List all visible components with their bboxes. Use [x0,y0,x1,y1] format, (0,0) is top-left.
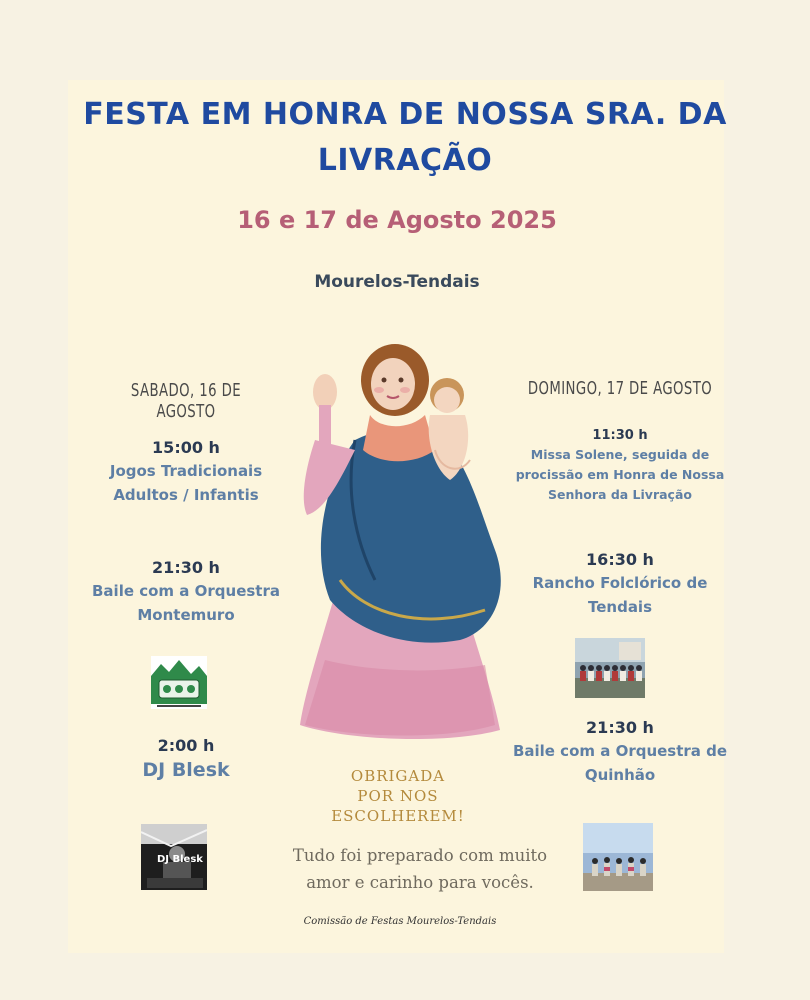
saturday-heading: SABADO, 16 DE AGOSTO [130,380,242,422]
event-desc-line: Baile com a Orquestra [92,582,280,600]
rancho-folclorico-photo [575,638,645,698]
event-desc-line: procissão em Honra de Nossa [515,467,725,482]
event-dates: 16 e 17 de Agosto 2025 [237,206,557,234]
title-line-1: FESTA EM HONRA DE NOSSA SRA. DA [83,97,727,132]
event-desc-line: Baile com a Orquestra de [512,742,728,760]
event-time: 15:00 h [152,438,220,457]
dj-photo-label: DJ Blesk [157,854,203,865]
saturday-event-2 [86,558,286,627]
event-desc-line: DJ Blesk [142,759,230,781]
event-time: 11:30 h [592,428,648,443]
dj-blesk-photo [141,824,207,890]
event-desc-line: Jogos Tradicionais [109,462,263,480]
montemuro-orchestra-logo [151,656,207,709]
event-desc-line: Missa Solene, seguida de [530,447,710,462]
thanks-message [300,766,496,826]
sunday-heading: DOMINGO, 17 DE AGOSTO [527,378,713,399]
event-desc-line: Quinhão [584,766,656,784]
thanks-line: OBRIGADA [350,767,446,785]
event-time: 21:30 h [586,718,654,737]
thanks-line: ESCOLHEREM! [331,807,465,825]
closing-line: amor e carinho para vocês. [306,873,534,892]
event-desc-line: Adultos / Infantis [113,486,259,504]
page-title [0,92,810,184]
sunday-event-3 [500,718,740,787]
event-desc-line: Senhora da Livração [548,487,692,502]
event-time: 2:00 h [157,736,215,755]
saturday-event-3 [86,736,286,781]
committee-signature: Comissão de Festas Mourelos-Tendais [303,916,497,927]
sunday-event-1 [500,428,740,505]
event-desc-line: Rancho Folclórico de [532,574,708,592]
event-desc-line: Montemuro [137,606,235,624]
closing-line: Tudo foi preparado com muito [292,846,548,865]
madonna-and-child-illustration [285,330,515,750]
saturday-event-1 [86,438,286,507]
closing-message [250,842,590,896]
orquestra-quinhao-photo [583,823,653,891]
event-location: Mourelos-Tendais [314,272,480,292]
title-line-2: LIVRAÇÃO [317,143,493,178]
event-time: 21:30 h [152,558,220,577]
event-desc-line: Tendais [587,598,653,616]
sunday-event-2 [500,550,740,619]
thanks-line: POR NOS [357,787,439,805]
event-time: 16:30 h [586,550,654,569]
